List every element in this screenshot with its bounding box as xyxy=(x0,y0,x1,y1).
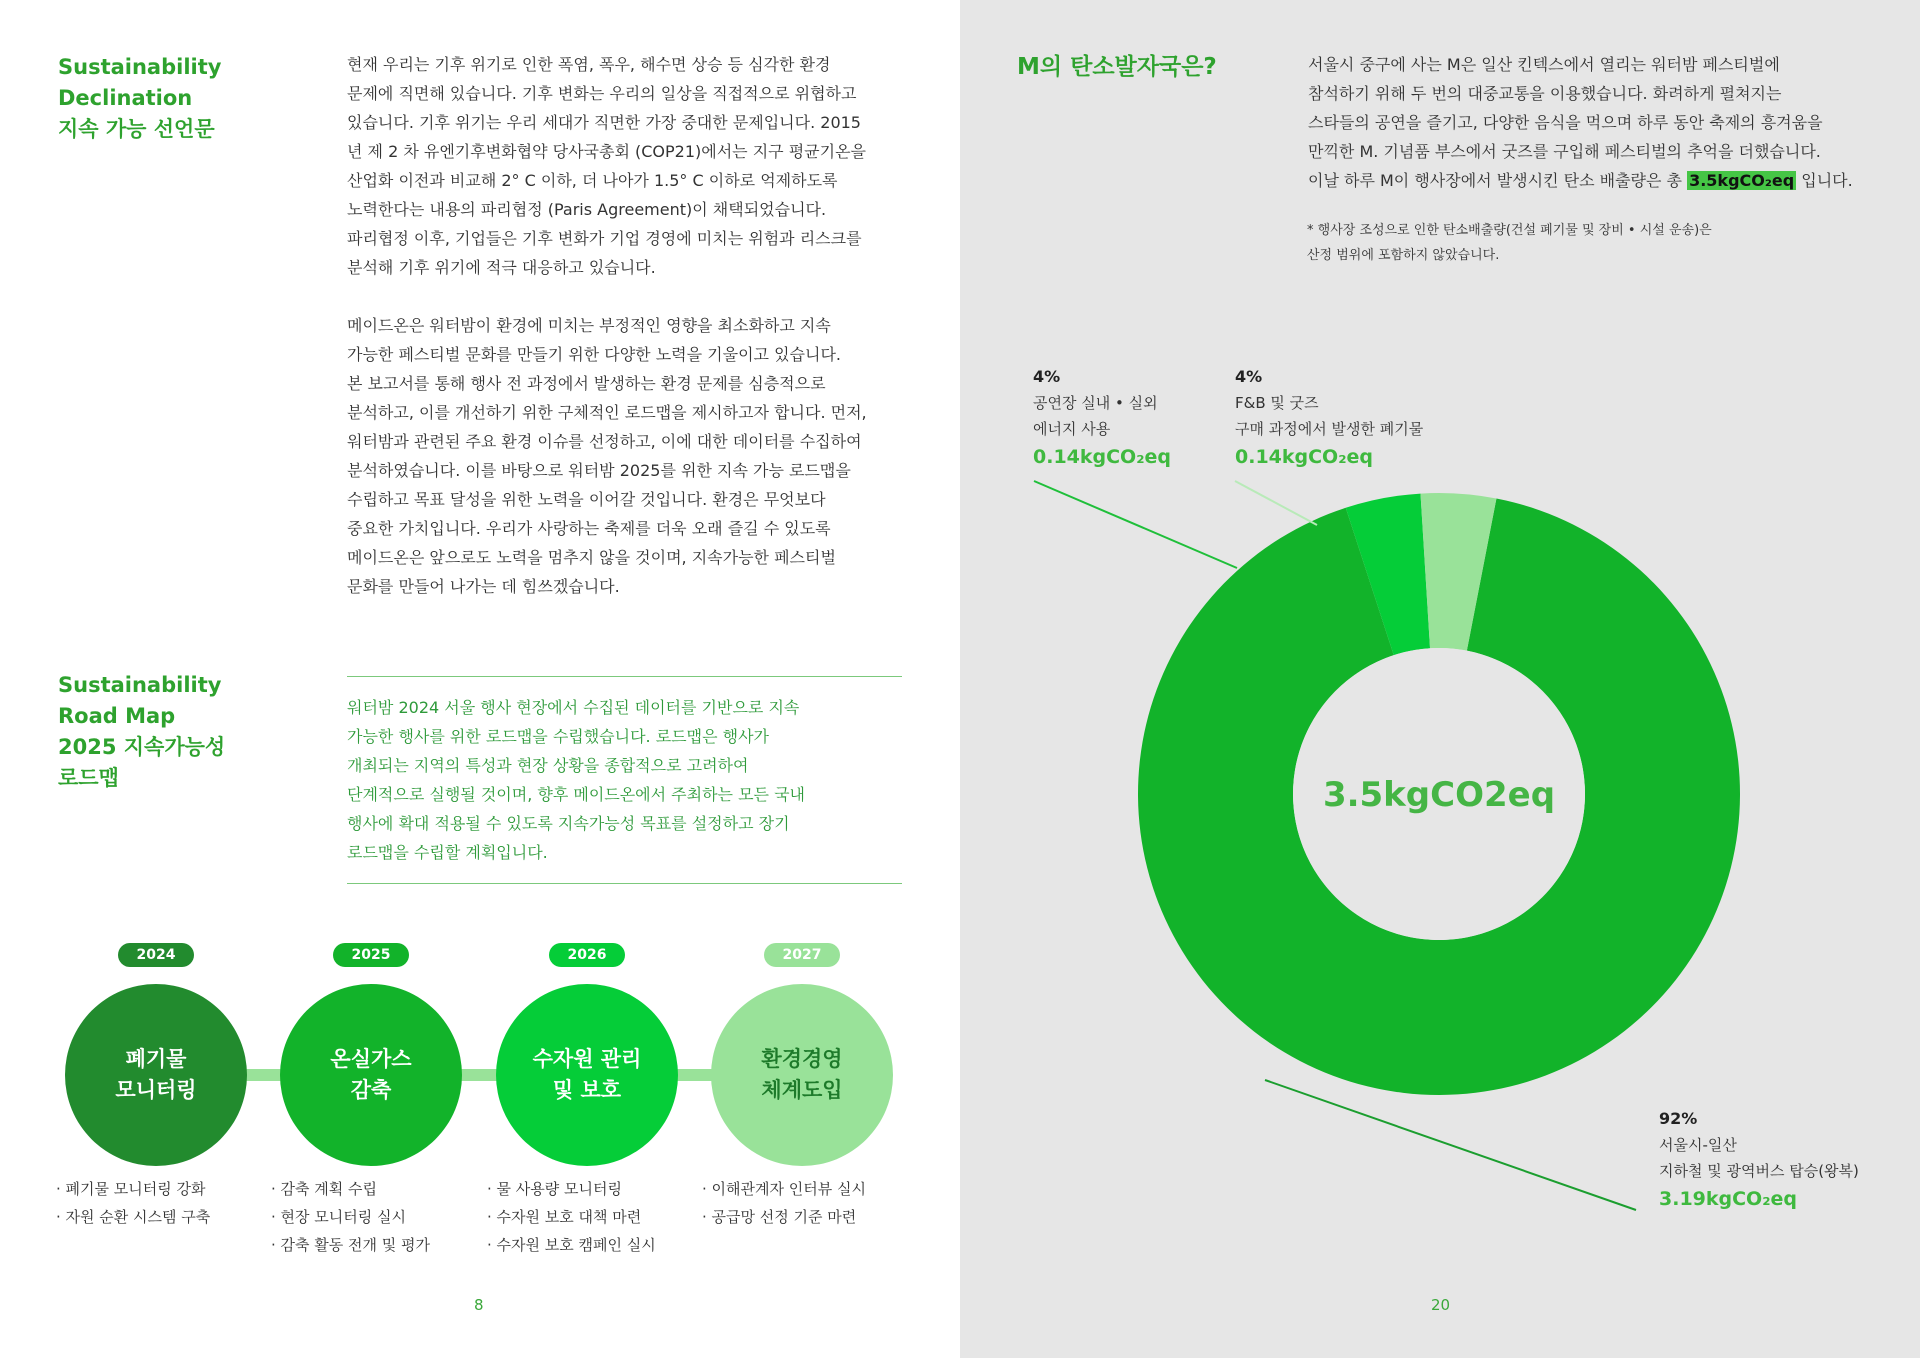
scope-note: * 행사장 조성으로 인한 탄소배출량(건설 폐기물 및 장비 • 시설 운송)은 산정 범위에 포함하지 않았습니다. xyxy=(1307,223,1712,263)
slice-value: 0.14kgCO₂eq xyxy=(1033,446,1172,468)
carbon-footprint-title: M의 탄소발자국은? xyxy=(1017,54,1217,80)
roadmap-bullet-item: · 감축 계획 수립 xyxy=(271,1180,378,1198)
roadmap-year-2027: 2027 xyxy=(764,943,840,967)
right-page xyxy=(960,0,1920,1358)
slice-label-energy xyxy=(1033,364,1253,472)
roadmap-bullet-item: · 자원 순환 시스템 구축 xyxy=(56,1208,211,1226)
roadmap-step-2027: 환경경영 체계도입 xyxy=(711,984,893,1166)
declaration-paragraph-2: 메이드온은 워터밤이 환경에 미치는 부정적인 영향을 최소화하고 지속 가능한 페스티벌 문화를 만들기 위한 다양한 노력을 기울이고 있습니다. 본 보고서를 통해 행사 전 과정에서 발생하는 환경 문제를 심층적으로 분석하고, 이를 개선하기 위한 구체적인 로드맵을 제시하고자 합니다. 먼저, 워터밤과 관련된 주요 환경 이슈를 선정하고, 이에 대한 데이터를 수집하여 분석하였습니다. 이를 바탕으로 워터밤 2025를 위한 지속 가능 로드맵을 수립하고 목표 달성을 위한 노력을 이어갈 것입니다. 환경은 무엇보다 중요한 가치입니다. 우리가 사랑하는 축제를 더욱 오래 즐길 수 있도록 메이드온은 앞으로도 노력을 멈추지 않을 것이며, 지속가능한 페스티벌 문화를 만들어 나가는 데 힘쓰겠습니다. xyxy=(347,316,867,596)
roadmap-bullet-item: · 수자원 보호 대책 마련 xyxy=(487,1208,642,1226)
roadmap-bullets-2024 xyxy=(56,1175,210,1231)
roadmap-year-2024: 2024 xyxy=(118,943,194,967)
declaration-paragraph-1: 현재 우리는 기후 위기로 인한 폭염, 폭우, 해수면 상승 등 심각한 환경 문제에 직면해 있습니다. 기후 변화는 우리의 일상을 직접적으로 위협하고 있습니다. 기후 위기는 우리 세대가 직면한 가장 중대한 문제입니다. 2015 년 제 2 차 유엔기후변화협약 당사국총회 (COP21)에서는 지구 평균기온을 산업화 이전과 비교해 2° C 이하, 더 나아가 1.5° C 이하로 억제하도록 노력한다는 내용의 파리협정 (Paris Agreement)이 채택되었습니다. 파리협정 이후, 기업들은 기후 변화가 기업 경영에 미치는 위험과 리스크를 분석해 기후 위기에 적극 대응하고 있습니다. xyxy=(347,55,866,277)
roadmap-bullets-2027 xyxy=(702,1175,866,1231)
roadmap-bullet-item: · 물 사용량 모니터링 xyxy=(487,1180,622,1198)
leader-line-0 xyxy=(1265,1080,1636,1210)
roadmap-title: Sustainability Road Map 2025 지속가능성 로드맵 xyxy=(58,673,226,790)
roadmap-bullet-item: · 이해관계자 인터뷰 실시 xyxy=(702,1180,866,1198)
roadmap-bullets-2025 xyxy=(271,1175,430,1259)
roadmap-bullet-item: · 수자원 보호 캠페인 실시 xyxy=(487,1236,656,1254)
slice-percent: 4% xyxy=(1033,367,1061,386)
page-number: 20 xyxy=(1431,1296,1451,1314)
roadmap-step-2025: 온실가스 감축 xyxy=(280,984,462,1166)
slice-name: 서울시-일산 지하철 및 광역버스 탑승(왕복) xyxy=(1659,1136,1859,1180)
roadmap-year-2025: 2025 xyxy=(333,943,409,967)
slice-label-fnb xyxy=(1235,364,1475,472)
leader-line-1 xyxy=(1034,481,1237,568)
roadmap-bullet-item: · 현장 모니터링 실시 xyxy=(271,1208,406,1226)
slice-percent: 4% xyxy=(1235,367,1263,386)
leader-line-2 xyxy=(1235,481,1317,525)
roadmap-bullet-item: · 감축 활동 전개 및 평가 xyxy=(271,1236,431,1254)
slice-name: 공연장 실내 • 실외 에너지 사용 xyxy=(1033,394,1158,438)
roadmap-step-2024: 폐기물 모니터링 xyxy=(65,984,247,1166)
slice-value: 3.19kgCO₂eq xyxy=(1659,1188,1798,1210)
intro-total-suffix: 입니다. xyxy=(1796,171,1853,190)
roadmap-bullets-2026 xyxy=(487,1175,656,1259)
slice-name: F&B 및 굿즈 구매 과정에서 발생한 폐기물 xyxy=(1235,394,1424,438)
intro-total-prefix: 이날 하루 M이 행사장에서 발생시킨 탄소 배출량은 총 xyxy=(1308,171,1688,190)
roadmap-description: 워터밤 2024 서울 행사 현장에서 수집된 데이터를 기반으로 지속 가능한 행사를 위한 로드맵을 수립했습니다. 로드맵은 행사가 개최되는 지역의 특성과 현장 상황을 종합적으로 고려하여 단계적으로 실행될 것이며, 향후 메이드온에서 주최하는 모든 국내 행사에 확대 적용될 수 있도록 지속가능성 목표를 설정하고 장기 로드맵을 수립할 계획입니다. xyxy=(347,676,902,884)
donut-center-label: 3.5kgCO2eq xyxy=(1322,775,1556,815)
total-emission-highlight: 3.5kgCO₂eq xyxy=(1689,171,1795,190)
page-number: 8 xyxy=(474,1296,484,1314)
roadmap-bullet-item: · 공급망 선정 기준 마련 xyxy=(702,1208,857,1226)
declaration-title: Sustainability Declination 지속 가능 선언문 xyxy=(58,55,222,141)
intro-text: 서울시 중구에 사는 M은 일산 킨텍스에서 열리는 워터밤 페스티벌에 참석하기 위해 두 번의 대중교통을 이용했습니다. 화려하게 펼쳐지는 스타들의 공연을 즐기고, 다양한 음식을 먹으며 하루 동안 축제의 흥겨움을 만끽한 M. 기념품 부스에서 굿즈를 구입해 페스티벌의 추억을 더했습니다. xyxy=(1308,55,1823,161)
slice-label-transit xyxy=(1659,1106,1899,1214)
roadmap-year-2026: 2026 xyxy=(549,943,625,967)
roadmap-step-2026: 수자원 관리 및 보호 xyxy=(496,984,678,1166)
roadmap-bullet-item: · 폐기물 모니터링 강화 xyxy=(56,1180,206,1198)
slice-percent: 92% xyxy=(1659,1109,1698,1128)
slice-value: 0.14kgCO₂eq xyxy=(1235,446,1374,468)
